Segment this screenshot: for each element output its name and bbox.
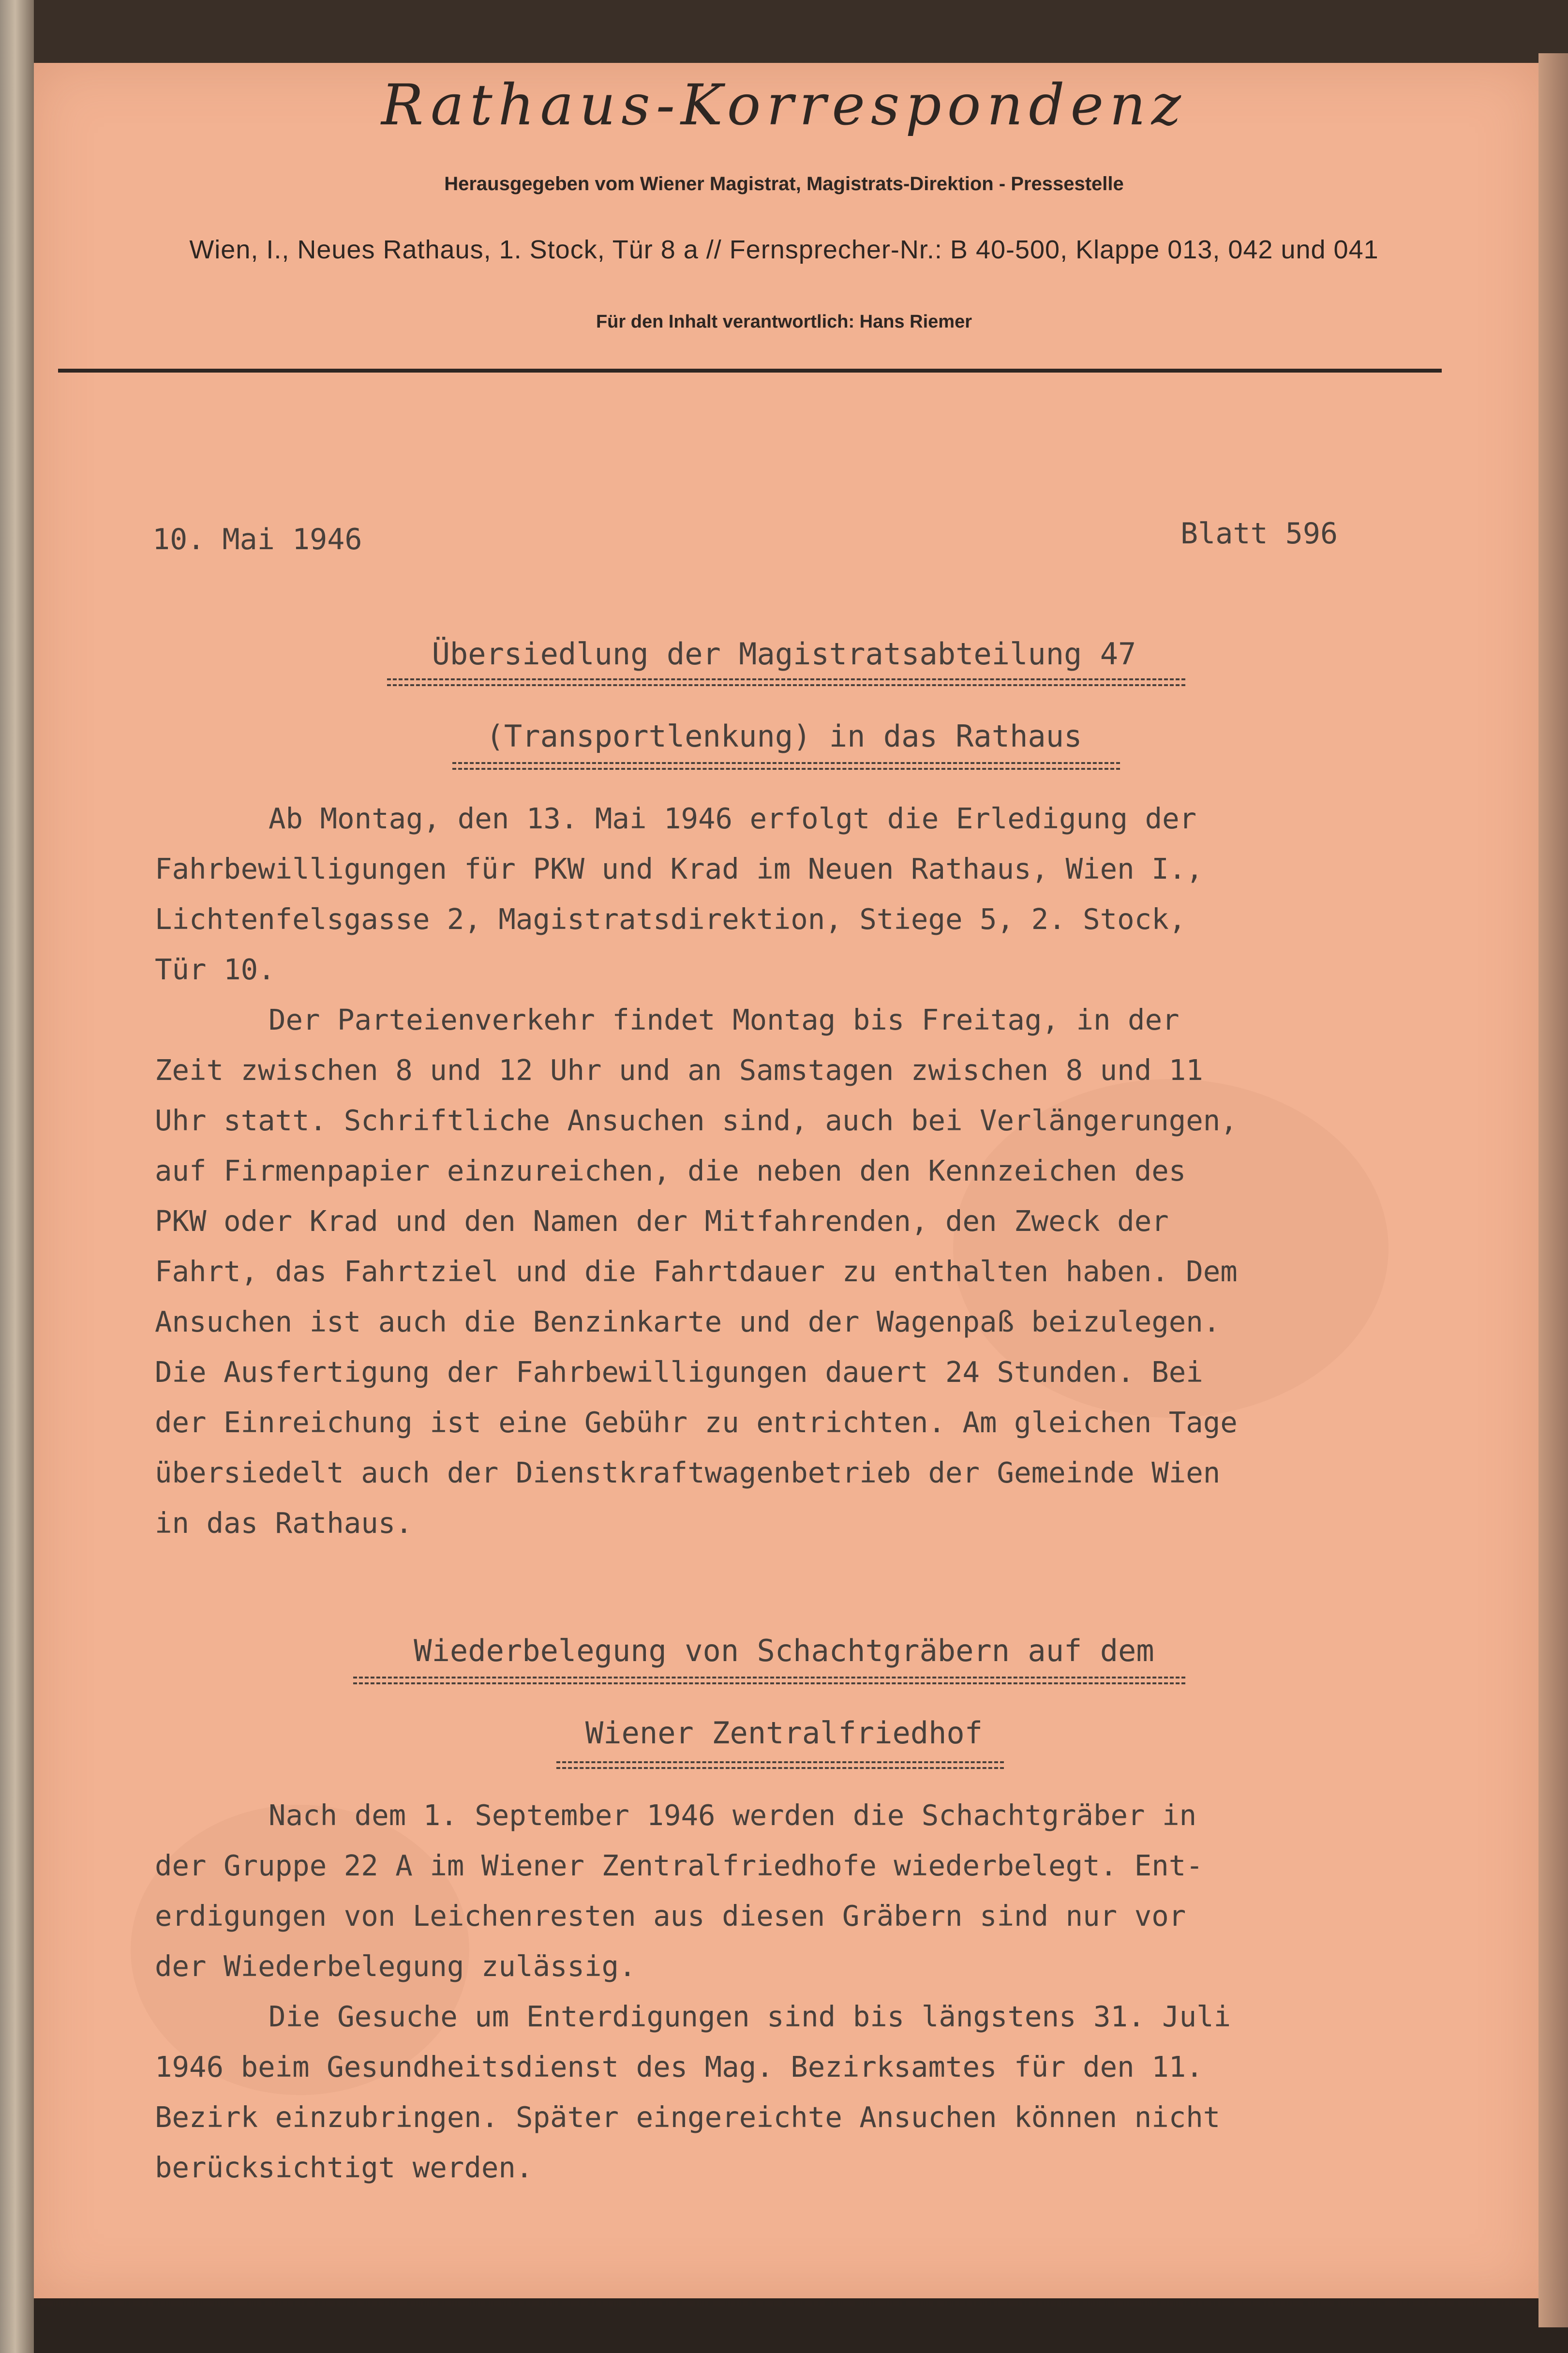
article1-line: Die Ausfertigung der Fahrbewilligungen dauert 24 Stunden. Bei: [155, 1355, 1203, 1389]
article1-title-underline: [387, 678, 1185, 686]
letterhead-rule: [58, 369, 1442, 373]
article2-line: Nach dem 1. September 1946 werden die Schachtgräber in: [269, 1798, 1197, 1832]
document-date: 10. Mai 1946: [152, 523, 362, 556]
article1-subtitle-underline: [452, 762, 1120, 770]
article2-body: [155, 1790, 1231, 2193]
sheet-number: Blatt 596: [1180, 517, 1338, 551]
article2-line: Bezirk einzubringen. Später eingereichte Ansuchen können nicht: [155, 2100, 1221, 2134]
article2-title-underline: [353, 1677, 1185, 1684]
article1-line: der Einreichung ist eine Gebühr zu entrichten. Am gleichen Tage: [155, 1406, 1238, 1439]
article1-line: Zeit zwischen 8 und 12 Uhr und an Samstagen zwischen 8 und 11: [155, 1053, 1203, 1087]
article1-line: Fahrbewilligungen für PKW und Krad im Neuen Rathaus, Wien I.,: [155, 852, 1203, 885]
article2-line: 1946 beim Gesundheitsdienst des Mag. Bezirksamtes für den 11.: [155, 2050, 1203, 2083]
article2-line: Die Gesuche um Enterdigungen sind bis längstens 31. Juli: [269, 2000, 1231, 2033]
article1-line: Ab Montag, den 13. Mai 1946 erfolgt die Erledigung der: [269, 802, 1197, 835]
article1-title-line2: (Transportlenkung) in das Rathaus: [486, 719, 1082, 754]
publisher-line: Herausgegeben vom Wiener Magistrat, Magistrats-Direktion - Pressestelle: [444, 173, 1124, 195]
article1-line: Ansuchen ist auch die Benzinkarte und der Wagenpaß beizulegen.: [155, 1305, 1221, 1338]
article1-title-line1: Übersiedlung der Magistratsabteilung 47: [432, 636, 1136, 672]
article1-line: in das Rathaus.: [155, 1506, 413, 1540]
article2-line: erdigungen von Leichenresten aus diesen Gräbern sind nur vor: [155, 1899, 1186, 1933]
article1-line: übersiedelt auch der Dienstkraftwagenbetrieb der Gemeinde Wien: [155, 1456, 1221, 1489]
article2-line: der Wiederbelegung zulässig.: [155, 1949, 636, 1983]
article1-line: Lichtenfelsgasse 2, Magistratsdirektion, Stiege 5, 2. Stock,: [155, 902, 1186, 936]
article2-line: der Gruppe 22 A im Wiener Zentralfriedhofe wiederbelegt. Ent-: [155, 1849, 1203, 1882]
article2-title-line1: Wiederbelegung von Schachtgräbern auf dem: [414, 1633, 1154, 1668]
page-edge: [1538, 53, 1568, 2327]
article1-line: auf Firmenpapier einzureichen, die neben den Kennzeichen des: [155, 1154, 1186, 1187]
article1-line: Fahrt, das Fahrtziel und die Fahrtdauer zu enthalten haben. Dem: [155, 1255, 1238, 1288]
article1-line: Der Parteienverkehr findet Montag bis Freitag, in der: [269, 1003, 1180, 1036]
masthead-title: Rathaus-Korrespondenz: [381, 73, 1187, 138]
binder-spine: [0, 0, 34, 2353]
article2-line: berücksichtigt werden.: [155, 2151, 533, 2184]
article1-body: [155, 794, 1238, 1548]
article2-subtitle-underline: [556, 1761, 1004, 1769]
address-line: Wien, I., Neues Rathaus, 1. Stock, Tür 8 a // Fernsprecher-Nr.: B 40-500, Klappe 013, 042 und 041: [189, 235, 1379, 264]
article1-line: PKW oder Krad und den Namen der Mitfahrenden, den Zweck der: [155, 1204, 1169, 1238]
article2-title-line2: Wiener Zentralfriedhof: [585, 1715, 983, 1751]
responsible-line: Für den Inhalt verantwortlich: Hans Riemer: [596, 312, 972, 332]
article1-line: Tür 10.: [155, 953, 275, 986]
article1-line: Uhr statt. Schriftliche Ansuchen sind, auch bei Verlängerungen,: [155, 1104, 1238, 1137]
